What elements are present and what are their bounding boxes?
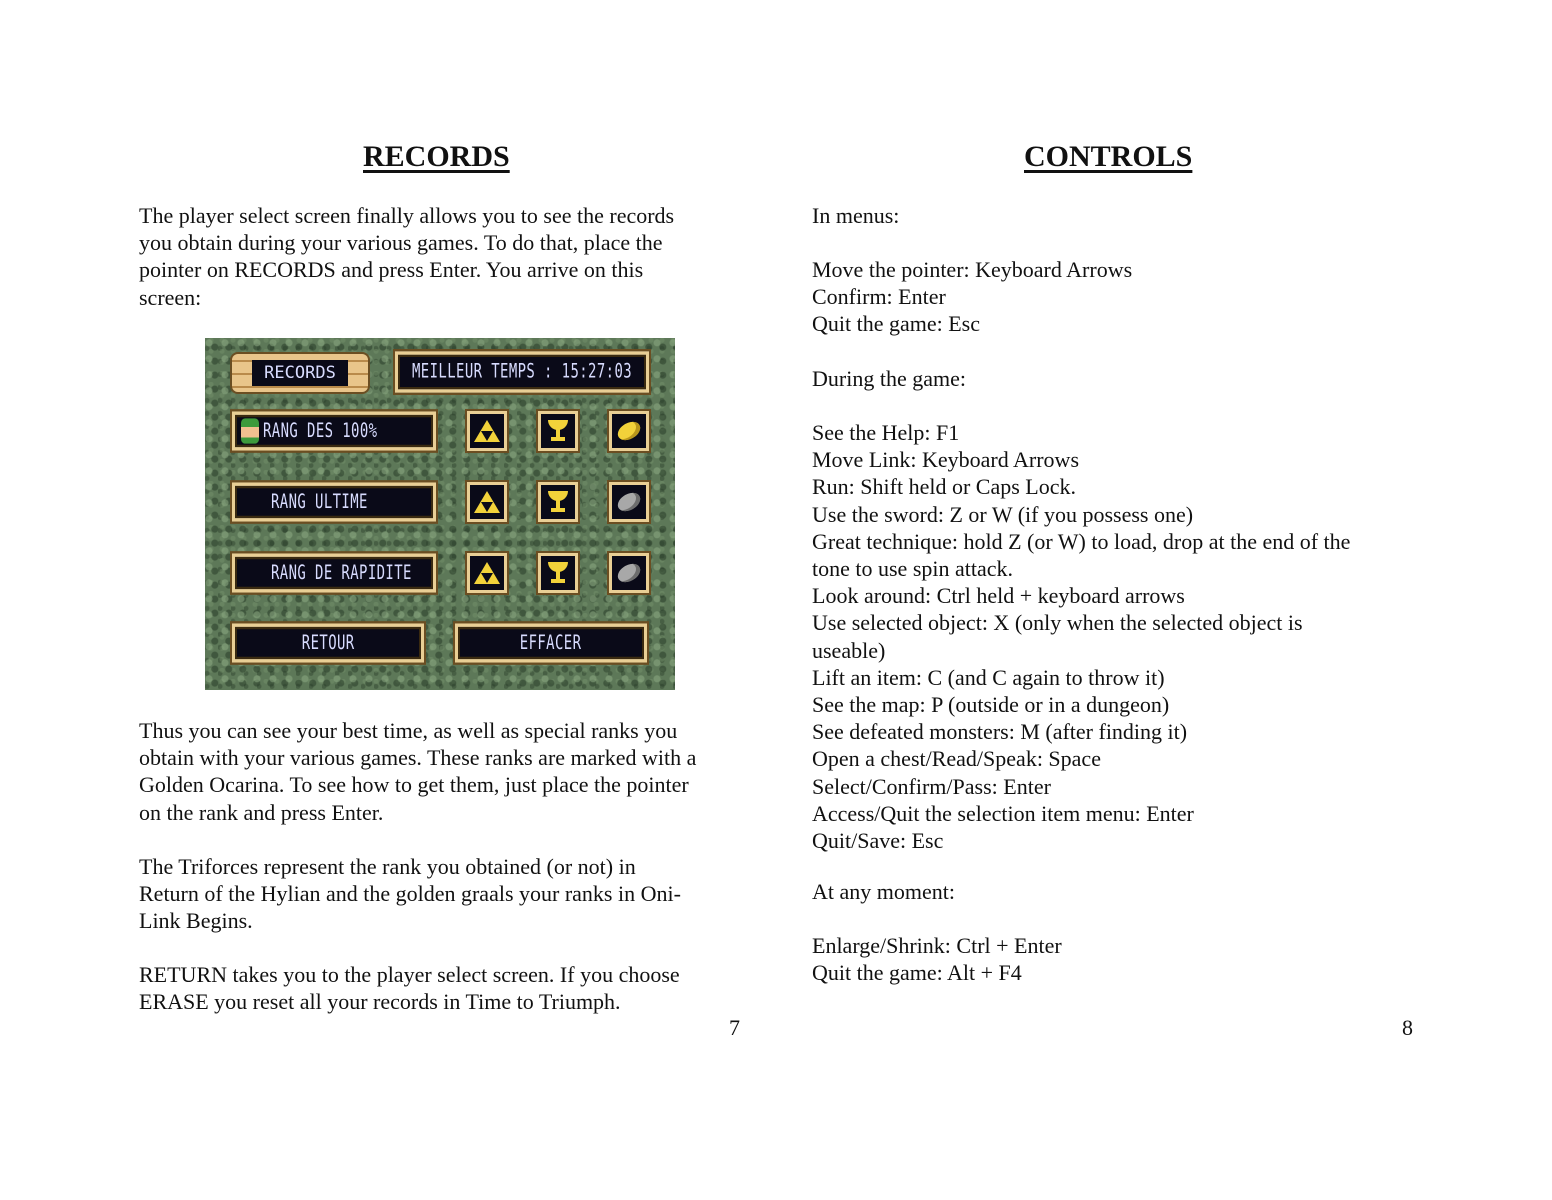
text-line: Thus you can see your best time, as well as special ranks you [139, 718, 678, 743]
grail-icon [538, 553, 578, 593]
records-intro-paragraph [139, 202, 674, 311]
control-line: Enlarge/Shrink: Ctrl + Enter [812, 933, 1062, 958]
rank-panel-100 [232, 411, 436, 450]
text-line: ERASE you reset all your records in Time to Triumph. [139, 989, 621, 1015]
rank-label: RANG DE RAPIDITE [271, 561, 412, 585]
return-button [232, 623, 424, 662]
page-number: 8 [1402, 1015, 1413, 1040]
control-line: Quit/Save: Esc [812, 828, 944, 854]
rank-panel-rapidite [232, 553, 436, 592]
game-controls-list [812, 419, 1350, 854]
text-line: pointer on RECORDS and press Enter. You arrive on this [139, 257, 644, 283]
text-line: During the game: [812, 366, 966, 391]
records-title-label: RECORDS [252, 360, 348, 386]
return-button-label: RETOUR [301, 631, 355, 655]
any-moment-section-title [812, 878, 955, 905]
text-line: In menus: [812, 203, 900, 228]
control-line: Run: Shift held or Caps Lock. [812, 474, 1076, 500]
page-number: 7 [729, 1015, 740, 1040]
control-line: Quit the game: Alt + F4 [812, 960, 1022, 986]
menus-section-title [812, 202, 899, 229]
ocarina-icon [609, 411, 649, 451]
ocarina-icon [609, 553, 649, 593]
best-time-panel [395, 351, 649, 392]
text-line: on the rank and press Enter. [139, 799, 384, 825]
game-section-title [812, 365, 966, 392]
control-line: Quit the game: Esc [812, 311, 981, 337]
control-line: Open a chest/Read/Speak: Space [812, 746, 1101, 772]
text-line: you obtain during your various games. To do that, place the [139, 230, 663, 256]
control-line: tone to use spin attack. [812, 556, 1014, 582]
text-line: obtain with your various games. These ranks are marked with a [139, 745, 697, 771]
triforce-icon [467, 482, 507, 522]
control-line: Lift an item: C (and C again to throw it) [812, 664, 1165, 690]
ocarina-icon [609, 482, 649, 522]
link-portrait-icon [241, 418, 259, 443]
grail-icon [538, 411, 578, 451]
erase-button [455, 623, 647, 662]
control-line: See the map: P (outside or in a dungeon) [812, 692, 1170, 718]
text-line: The player select screen finally allows you to see the records [139, 203, 675, 228]
control-line: Confirm: Enter [812, 284, 946, 310]
text-line: At any moment: [812, 879, 955, 904]
grail-icon [538, 482, 578, 522]
control-line: Great technique: hold Z (or W) to load, drop at the end of the [812, 528, 1351, 554]
triforce-icon [467, 553, 507, 593]
records-title-scroll [232, 354, 368, 392]
text-line: screen: [139, 284, 202, 310]
erase-button-label: EFFACER [520, 631, 582, 655]
control-line: Move Link: Keyboard Arrows [812, 447, 1080, 473]
controls-heading: CONTROLS [1024, 140, 1193, 173]
control-line: See defeated monsters: M (after finding it) [812, 719, 1188, 745]
control-line: Look around: Ctrl held + keyboard arrows [812, 583, 1185, 609]
best-time-text: MEILLEUR TEMPS : 15:27:03 [412, 360, 633, 384]
control-line: useable) [812, 637, 886, 663]
rank-panel-ultime [232, 482, 436, 521]
control-line: Use the sword: Z or W (if you possess one) [812, 501, 1194, 527]
return-erase-paragraph [139, 961, 680, 1015]
text-line: The Triforces represent the rank you obtained (or not) in [139, 854, 636, 879]
text-line: Golden Ocarina. To see how to get them, just place the pointer [139, 772, 689, 798]
text-line: Link Begins. [139, 908, 253, 934]
control-line: Select/Confirm/Pass: Enter [812, 773, 1051, 799]
records-screen-screenshot [205, 338, 675, 690]
control-line: Use selected object: X (only when the selected object is [812, 610, 1303, 636]
menus-controls-list [812, 256, 1132, 338]
text-line: RETURN takes you to the player select screen. If you choose [139, 962, 680, 987]
triforces-paragraph [139, 853, 681, 935]
text-line: Return of the Hylian and the golden graals your ranks in Oni- [139, 881, 681, 907]
control-line: See the Help: F1 [812, 420, 960, 445]
control-line: Access/Quit the selection item menu: Enter [812, 800, 1194, 826]
control-line: Move the pointer: Keyboard Arrows [812, 257, 1133, 282]
ranks-paragraph [139, 717, 696, 826]
triforce-icon [467, 411, 507, 451]
rank-label: RANG DES 100% [263, 419, 378, 443]
any-moment-controls-list [812, 932, 1062, 986]
records-heading: RECORDS [363, 140, 510, 173]
rank-label: RANG ULTIME [271, 490, 368, 514]
